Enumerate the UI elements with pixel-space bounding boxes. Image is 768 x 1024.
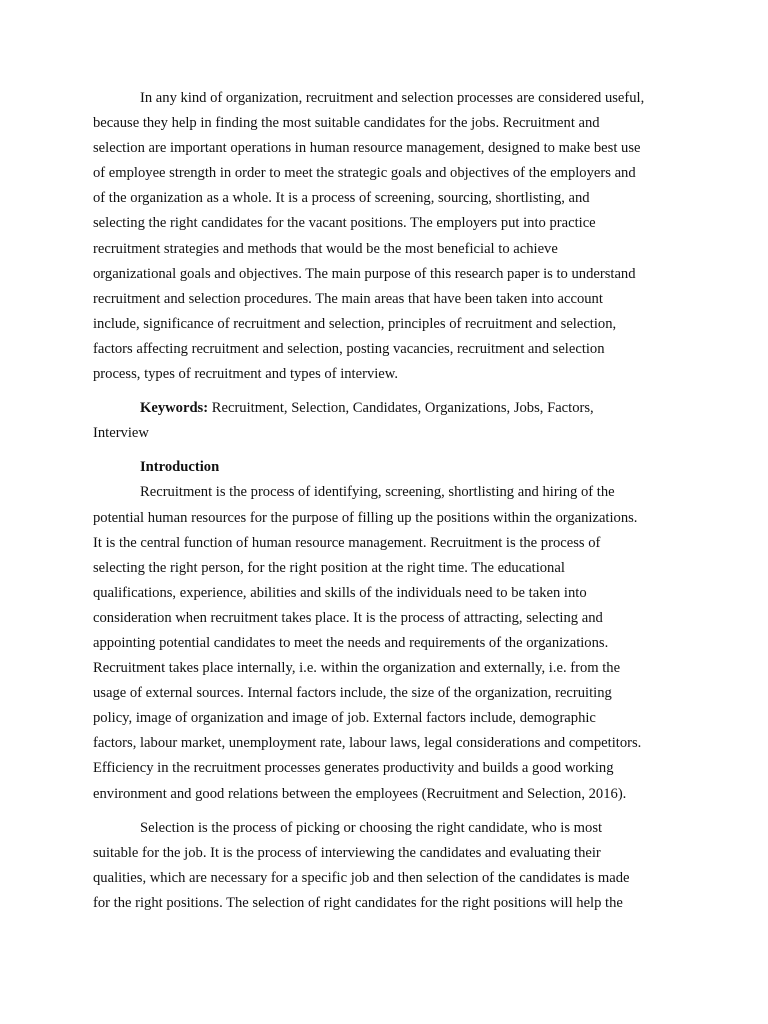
text-line: qualities, which are necessary for a specific job and then selection of the candidates is made <box>93 869 630 886</box>
keywords-line <box>93 396 676 421</box>
text-line: recruitment and selection procedures. The main areas that have been taken into account <box>93 290 603 307</box>
text-line: usage of external sources. Internal factors include, the size of the organization, recruiting <box>93 685 612 702</box>
keywords-line-continued: Interview <box>93 425 149 442</box>
text-line: potential human resources for the purpose of filling up the positions within the organizations. <box>93 509 638 526</box>
text-line: selection are important operations in human resource management, designed to make best use <box>93 140 641 157</box>
abstract-paragraph <box>93 86 676 387</box>
text-line: process, types of recruitment and types of interview. <box>93 366 399 383</box>
selection-paragraph <box>93 816 676 916</box>
keywords-label: Keywords: <box>140 400 209 417</box>
text-line: because they help in finding the most suitable candidates for the jobs. Recruitment and <box>93 115 600 132</box>
text-line: of employee strength in order to meet the strategic goals and objectives of the employers and <box>93 165 636 182</box>
text-line: It is the central function of human resource management. Recruitment is the process of <box>93 534 601 551</box>
introduction-paragraph <box>93 480 676 806</box>
text-line: Recruitment is the process of identifying, screening, shortlisting and hiring of the <box>140 484 615 501</box>
text-line: selecting the right candidates for the vacant positions. The employers put into practice <box>93 215 596 232</box>
text-line: appointing potential candidates to meet the needs and requirements of the organizations. <box>93 634 609 651</box>
text-line: In any kind of organization, recruitment and selection processes are considered useful, <box>140 90 645 106</box>
keywords-paragraph <box>93 396 676 446</box>
text-line: policy, image of organization and image of job. External factors include, demographic <box>93 710 596 727</box>
text-line: Efficiency in the recruitment processes generates productivity and builds a good working <box>93 760 614 777</box>
text-line: suitable for the job. It is the process of interviewing the candidates and evaluating their <box>93 844 601 861</box>
document-page <box>93 86 676 916</box>
keywords-list: Recruitment, Selection, Candidates, Organizations, Jobs, Factors, <box>208 400 594 417</box>
text-line: factors affecting recruitment and selection, posting vacancies, recruitment and selection <box>93 340 605 357</box>
text-line: recruitment strategies and methods that would be the most beneficial to achieve <box>93 240 558 257</box>
text-line: qualifications, experience, abilities and skills of the individuals need to be taken into <box>93 584 587 601</box>
text-line: environment and good relations between the employees (Recruitment and Selection, 2016). <box>93 785 627 802</box>
text-line: for the right positions. The selection of right candidates for the right positions will help the <box>93 894 623 911</box>
text-line: Selection is the process of picking or choosing the right candidate, who is most <box>140 819 603 836</box>
introduction-heading: Introduction <box>140 459 220 476</box>
text-line: organizational goals and objectives. The main purpose of this research paper is to understand <box>93 265 636 282</box>
text-line: factors, labour market, unemployment rate, labour laws, legal considerations and competitors. <box>93 735 642 752</box>
text-line: selecting the right person, for the right position at the right time. The educational <box>93 559 565 576</box>
text-line: consideration when recruitment takes place. It is the process of attracting, selecting and <box>93 609 603 626</box>
text-line: of the organization as a whole. It is a process of screening, sourcing, shortlisting, and <box>93 190 590 207</box>
text-line: include, significance of recruitment and selection, principles of recruitment and selection, <box>93 315 617 332</box>
text-line: Recruitment takes place internally, i.e. within the organization and externally, i.e. from the <box>93 660 621 677</box>
